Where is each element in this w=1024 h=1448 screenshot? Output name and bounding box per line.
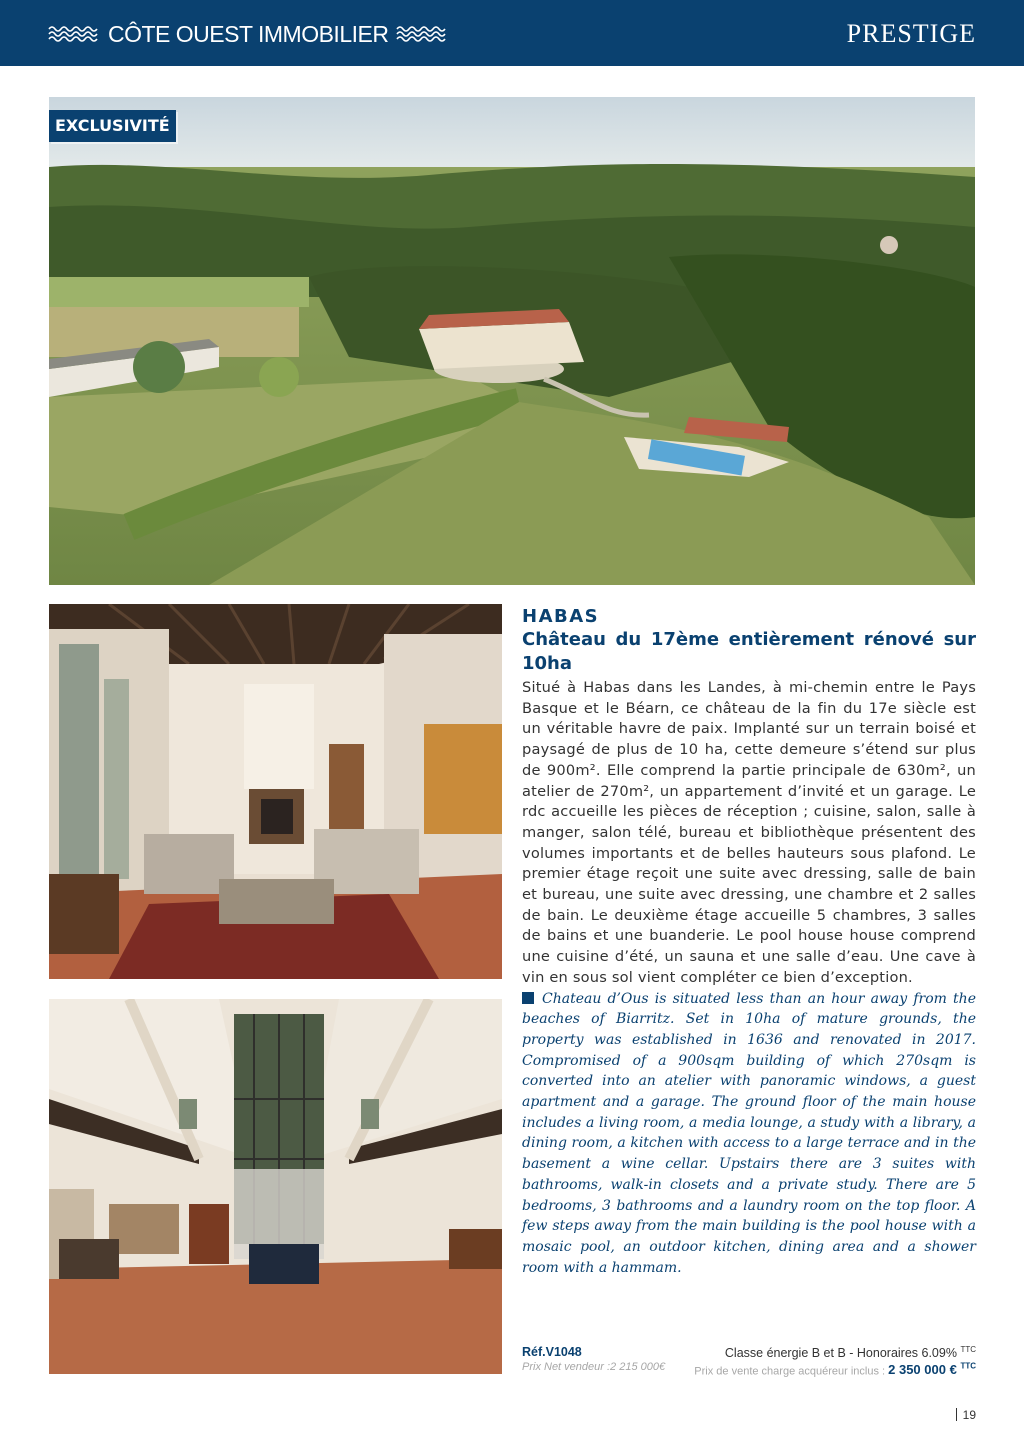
price-label: Prix de vente charge acquéreur inclus :: [694, 1365, 889, 1378]
exclusivity-badge: EXCLUSIVITÉ: [49, 110, 176, 142]
page-number-value: 19: [962, 1408, 976, 1422]
listing-description: [522, 606, 976, 1278]
price-block: [694, 1345, 976, 1377]
sale-price: [888, 1362, 976, 1377]
ttc-mark: TTC: [960, 1362, 976, 1372]
waves-icon: [396, 24, 448, 44]
ttc-mark: TTC: [960, 1345, 976, 1354]
living-room-photo: [49, 604, 502, 979]
description-english-block: [522, 989, 976, 1279]
net-seller-price: Prix Net vendeur :2 215 000€: [522, 1361, 666, 1373]
aerial-photo: [49, 97, 975, 585]
waves-icon: [48, 24, 100, 44]
description-english: Chateau d’Ous is situated less than an hour away from the beaches of Biarritz. Set in 10ha of mature grounds, the property was established in 1636 and renovated in 2017. Compromised of a 900sqm building of which 270sqm is converted into an atelier with panoramic windows, a guest apartment and a garage. The ground floor of the main house includes a living room, a media lounge, a study with a library, a dining room, a kitchen with access to a large terrace and in the basement a wine cellar. Upstairs there are 3 suites with bathrooms, walk-in closets and a private study. There are 5 bedrooms, 3 bathrooms and a laundry room on the top floor. A few steps away from the main building is the pool house with a mosaic pool, an outdoor kitchen, dining area and a shower room with a hammam.: [522, 990, 976, 1276]
great-hall-photo: [49, 999, 502, 1374]
reference-block: [522, 1345, 665, 1373]
header-bar: [0, 0, 1024, 66]
energy-class-text: Classe énergie B et B - Honoraires 6.09%: [724, 1346, 957, 1361]
energy-class: [694, 1345, 976, 1360]
sale-price-value: 2 350 000 €: [888, 1362, 957, 1378]
listing-headline: Château du 17ème entièrement rénové sur 10ha: [522, 629, 976, 674]
listing-city: HABAS: [522, 606, 600, 627]
section-label: PRESTIGE: [846, 19, 976, 48]
page-number: [956, 1408, 976, 1422]
sale-price-line: [694, 1362, 976, 1377]
description-french: Situé à Habas dans les Landes, à mi-chemin entre le Pays Basque et le Béarn, ce château de la fin du 17e siècle est un véritable havre de paix. Implanté sur un terrain boisé et paysagé de plus de 10 ha, cette demeure s’étend sur plus de 900m². Elle comprend la partie principale de 630m², un atelier de 270m², un appartement d’invité et un garage. Le rdc accueille les pièces de réception ; cuisine, salon, salle à manger, salon télé, bureau et bibliothèque présentent des volumes importants et de belles hauteurs sous plafond. Le premier étage reçoit une suite avec dressing, salle de bain et bureau, une suite avec dressing, une chambre et 2 salles de bain. Le deuxième étage accueille 5 chambres, 3 salles de bains et une buanderie. Le pool house house comprend une cuisine d’été, un sauna et une salle d’eau. Une cave à vin en sous sol vient compléter ce bien d’exception.: [522, 679, 976, 986]
brand-name: CÔTE OUEST IMMOBILIER: [108, 21, 389, 47]
page-separator: [956, 1408, 957, 1421]
brand-logo: [48, 20, 448, 48]
square-bullet-icon: [522, 992, 534, 1004]
reference-number: Réf.V1048: [522, 1345, 582, 1359]
